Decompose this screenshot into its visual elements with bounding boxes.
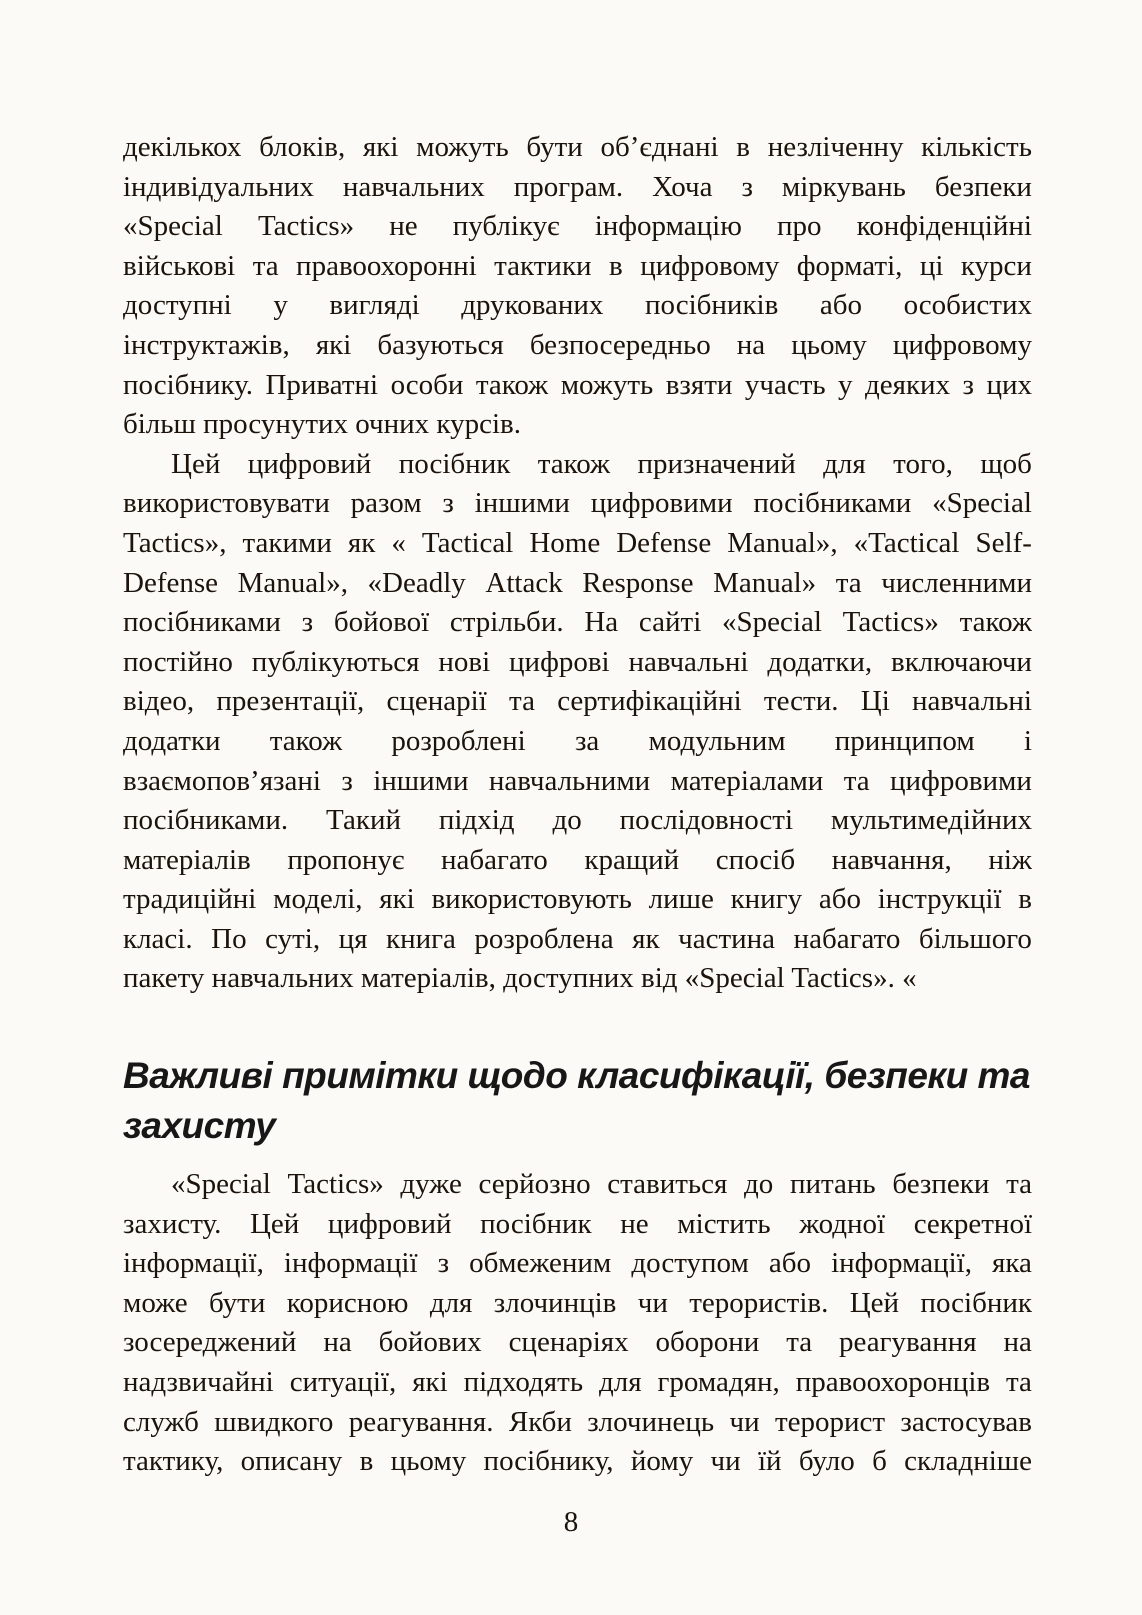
text-word: для (823, 447, 866, 480)
text-word: деяких (865, 368, 951, 401)
text-word: сценарії (386, 685, 487, 718)
text-word: міркувань (781, 170, 906, 203)
page-number: 8 (563, 1506, 579, 1538)
text-word: навчальні (912, 685, 1032, 718)
heading-line: захисту (123, 1105, 276, 1147)
text-word: містить (677, 1207, 771, 1240)
text-word: цифровий (247, 447, 372, 480)
text-word: не (389, 210, 418, 243)
text-word: до (552, 804, 582, 837)
text-word: та (509, 685, 535, 718)
text-line (123, 1442, 1032, 1482)
section-heading (123, 1051, 1032, 1151)
text-word: інформації (283, 1247, 418, 1280)
text-word: посібників (644, 289, 779, 322)
text-word: На (584, 606, 619, 639)
text-line: пакету навчальних матеріалів, доступних від «Special Tactics». « (123, 962, 917, 995)
text-line (123, 920, 1032, 960)
text-word: презентації, (216, 685, 365, 718)
text-word: як (347, 526, 376, 559)
text-word: яка (992, 1247, 1032, 1280)
text-word: у (838, 368, 853, 401)
text-line (123, 366, 1032, 406)
text-word: взаємопов’язані (123, 764, 321, 797)
text-line (123, 524, 1032, 564)
text-word: посібнику, (483, 1445, 614, 1478)
text-word: об’єднані (600, 131, 719, 163)
text-word: терорист (774, 1405, 886, 1438)
text-word: та (252, 249, 279, 282)
text-word: також (537, 447, 611, 480)
text-word: інформацію (594, 210, 742, 243)
text-word: також (475, 368, 549, 401)
text-line (123, 128, 1032, 168)
text-word: Attack (485, 566, 563, 599)
text-word: терористів. (689, 1286, 829, 1319)
text-word: цьому (791, 328, 867, 361)
text-word: цифровий (327, 1207, 452, 1240)
text-line (123, 564, 1032, 604)
text-word: інструктажів, (123, 328, 290, 361)
text-word: з (962, 368, 974, 401)
text-word: блоків, (259, 131, 346, 163)
text-word: матеріалів (123, 843, 251, 876)
text-word: застосував (900, 1405, 1032, 1438)
text-word: сценаріях (508, 1326, 629, 1359)
text-word: розроблені (391, 724, 526, 757)
text-word: у (273, 289, 288, 322)
text-word: або (768, 1247, 812, 1280)
text-word: Manual» (713, 566, 817, 599)
text-word: цифровому (640, 249, 780, 282)
text-word: цифровому (892, 328, 1032, 361)
text-word: такими (242, 526, 332, 559)
text-word: «Special (722, 606, 822, 639)
paragraph (123, 445, 1032, 999)
text-word: Приватні (265, 368, 379, 401)
text-word: Цей (849, 1286, 900, 1319)
text-word: принципом (834, 724, 975, 757)
text-word: «Special (171, 1168, 271, 1201)
text-word: мультимедійних (830, 804, 1032, 837)
text-word: Defense (123, 566, 219, 599)
text-word: Цей (171, 447, 221, 480)
text-word: частина (678, 922, 776, 955)
text-word: доступні (123, 289, 232, 322)
text-word: Home (529, 526, 601, 559)
text-word: реагування (839, 1326, 977, 1359)
text-word: або (819, 289, 862, 322)
text-word: правоохоронні (296, 249, 477, 282)
text-word: та (843, 764, 870, 797)
text-word: доступом (631, 1247, 749, 1280)
text-word: за (574, 724, 600, 757)
text-word: серйозно (478, 1168, 591, 1201)
text-word: секретної (913, 1207, 1032, 1240)
text-word: та (1006, 1168, 1032, 1201)
text-word: для (599, 1366, 642, 1399)
text-line (123, 1165, 1032, 1205)
text-line (123, 880, 1032, 920)
text-line (123, 207, 1032, 247)
text-word: ці (919, 249, 944, 282)
text-line (123, 1323, 1032, 1363)
text-word: Defense (616, 526, 712, 559)
text-word: на (323, 1326, 352, 1359)
text-word: послідовності (619, 804, 794, 837)
text-word: посібник (398, 447, 511, 480)
text-word: в (359, 1445, 374, 1478)
text-line (123, 168, 1032, 208)
text-word: питань (789, 1168, 876, 1201)
text-line (123, 247, 1032, 287)
text-word: і (1023, 724, 1032, 757)
text-line: більш просунутих очних курсів. (123, 408, 521, 441)
text-word: ніж (988, 843, 1032, 876)
text-word: використовувати (123, 487, 330, 520)
text-word: включаючи (891, 645, 1032, 678)
text-word: використовують (431, 883, 632, 916)
text-word: матеріалами (670, 764, 824, 797)
text-word: б (872, 1445, 887, 1478)
text-word: бути (209, 1286, 266, 1319)
text-word: цих (986, 368, 1032, 401)
text-word: про (776, 210, 822, 243)
text-line (123, 801, 1032, 841)
text-word: Хоча (652, 170, 713, 203)
text-word: ставиться (607, 1168, 728, 1201)
text-word: сертифікаційні (557, 685, 742, 718)
text-word: публікуються (251, 645, 420, 678)
text-word: реагування. (348, 1405, 494, 1438)
text-line (123, 286, 1032, 326)
text-word: набагато (793, 922, 901, 955)
text-word: численними (881, 566, 1032, 599)
text-line (123, 484, 1032, 524)
text-line (123, 1244, 1032, 1284)
text-word: «Deadly (367, 566, 466, 599)
text-word: Tactics» (287, 1168, 384, 1201)
text-word: спосіб (715, 843, 796, 876)
text-word: посібник (480, 1207, 592, 1240)
text-word: модульним (648, 724, 786, 757)
text-word: Tactical (421, 526, 514, 559)
text-word: посібниками (123, 606, 281, 639)
text-word: публікує (452, 210, 560, 243)
text-word: Якби (508, 1405, 572, 1438)
text-line (123, 1205, 1032, 1245)
text-word: особистих (903, 289, 1032, 322)
text-word: зосереджений (123, 1326, 297, 1359)
text-word: Цей (249, 1207, 300, 1240)
text-word: бути (526, 131, 583, 163)
text-word: з (442, 487, 454, 520)
text-word: посібнику. (123, 368, 253, 401)
text-word: в (736, 131, 750, 163)
text-word: додатки (123, 724, 221, 757)
heading-line: Важливі примітки щодо класифікації, безпеки та (123, 1055, 1031, 1097)
text-word: як (632, 922, 660, 955)
text-word: тести. (763, 685, 839, 718)
text-word: обмеженим (469, 1247, 612, 1280)
text-word: відео, (123, 685, 195, 718)
text-word: набагато (440, 843, 548, 876)
text-word: навчання, (831, 843, 952, 876)
text-word: які (412, 1366, 448, 1399)
text-word: призначений (637, 447, 796, 480)
text-word: та (786, 1326, 813, 1359)
text-word: в (609, 249, 623, 282)
text-word: По (211, 922, 247, 955)
text-word: щоб (980, 447, 1032, 480)
text-word: друкованих (461, 289, 604, 322)
text-word: посібник (920, 1286, 1032, 1319)
text-word: підходять (463, 1366, 584, 1399)
text-word: Такий (326, 804, 401, 837)
text-word: з (741, 170, 753, 203)
text-word: швидкого (214, 1405, 334, 1438)
text-word: інструкції (877, 883, 1002, 916)
text-word: іншими (474, 487, 570, 520)
text-word: підхід (438, 804, 515, 837)
text-word: Self- (975, 526, 1032, 559)
text-word: Ці (860, 685, 890, 718)
text-word: постійно (123, 645, 233, 678)
text-word: ця (338, 922, 368, 955)
text-word: інформації, (831, 1247, 972, 1280)
text-word: класі. (123, 922, 193, 955)
text-line (123, 682, 1032, 722)
text-word: з (341, 764, 353, 797)
text-word: вигляді (329, 289, 420, 322)
text-word: Manual», (727, 526, 838, 559)
text-word: незліченну (767, 131, 904, 163)
text-word: також (269, 724, 343, 757)
text-word: форматі, (796, 249, 903, 282)
text-word: тактику, (123, 1445, 224, 1478)
text-word: стрільби. (449, 606, 564, 639)
text-word: суті, (265, 922, 321, 955)
text-word: корисною (286, 1286, 409, 1319)
text-word: розроблена (474, 922, 614, 955)
text-word: навчальні (628, 645, 749, 678)
text-word: безпосередньо (529, 328, 711, 361)
text-word: традиційні (123, 883, 257, 916)
text-word: їй (757, 1445, 782, 1478)
text-word: бойової (333, 606, 430, 639)
text-line (123, 445, 1032, 485)
text-word: на (736, 328, 766, 361)
text-line (123, 326, 1032, 366)
text-word: надзвичайні (123, 1366, 274, 1399)
text-word: або (818, 883, 861, 916)
paragraph (123, 1165, 1032, 1482)
text-word: програм. (513, 170, 624, 203)
text-word: Tactics» (842, 606, 939, 639)
text-word: можуть (560, 368, 654, 401)
text-word: іншими (373, 764, 469, 797)
text-word: цьому (390, 1445, 467, 1478)
text-word: також (959, 606, 1032, 639)
text-word: Manual», (237, 566, 348, 599)
text-word: посібниками (753, 487, 912, 520)
text-word: кращий (584, 843, 680, 876)
text-word: які (362, 131, 399, 163)
text-line (123, 1284, 1032, 1324)
text-word: жодної (799, 1207, 886, 1240)
text-word: цифровими (890, 764, 1032, 797)
text-word: сайті (638, 606, 702, 639)
text-line (123, 762, 1032, 802)
text-word: не (620, 1207, 649, 1240)
text-word: в (1018, 883, 1032, 916)
text-word: які (379, 883, 415, 916)
text-line (123, 643, 1032, 683)
text-word: злочинців (493, 1286, 617, 1319)
text-word: можуть (416, 131, 509, 163)
text-word: чи (729, 1405, 760, 1438)
text-word: книгу (730, 883, 803, 916)
text-word: Response (582, 566, 694, 599)
text-word: Tactics» (257, 210, 355, 243)
text-word: взяти (665, 368, 733, 401)
text-word: моделі, (273, 883, 363, 916)
text-word: того, (893, 447, 953, 480)
text-word: навчальних (342, 170, 485, 203)
text-word: тактики (494, 249, 592, 282)
text-word: та (835, 566, 862, 599)
text-word: додатки, (767, 645, 873, 678)
text-word: дуже (400, 1168, 462, 1201)
text-word: навчальними (488, 764, 651, 797)
text-word: чи (710, 1445, 741, 1478)
text-word: з (437, 1247, 450, 1280)
text-word: захисту. (123, 1207, 222, 1240)
text-word: до (744, 1168, 774, 1201)
text-word: «Tactical (853, 526, 960, 559)
text-line (123, 603, 1032, 643)
text-word: описану (240, 1445, 343, 1478)
text-word: інформації, (123, 1247, 264, 1280)
text-word: громадян, (657, 1366, 780, 1399)
text-word: декількох (123, 131, 242, 163)
text-word: може (123, 1286, 188, 1319)
paragraph (123, 128, 1032, 445)
text-word: участь (744, 368, 826, 401)
text-word: злочинець (587, 1405, 715, 1438)
text-word: пропонує (287, 843, 405, 876)
text-word: « (391, 526, 406, 559)
text-word: військові (123, 249, 236, 282)
text-line (123, 1403, 1032, 1443)
text-word: посібниками. (123, 804, 289, 837)
text-block (123, 128, 1032, 1482)
text-word: ситуації, (289, 1366, 397, 1399)
text-line (123, 722, 1032, 762)
text-word: базуються (377, 328, 504, 361)
text-word: служб (123, 1405, 199, 1438)
text-word: «Special (932, 487, 1032, 520)
text-word: безпеки (934, 170, 1032, 203)
text-word: конфіденційні (856, 210, 1032, 243)
text-word: на (1003, 1326, 1032, 1359)
text-word: нові (438, 645, 491, 678)
text-word: особи (390, 368, 464, 401)
text-word: кількість (921, 131, 1032, 163)
text-word: курси (960, 249, 1032, 282)
text-word: цифровими (590, 487, 733, 520)
text-word: з (301, 606, 314, 639)
text-word: разом (350, 487, 422, 520)
text-word: більшого (918, 922, 1032, 955)
text-word: складніше (904, 1445, 1032, 1478)
text-word: безпеки (892, 1168, 990, 1201)
text-line (123, 841, 1032, 881)
text-word: чи (637, 1286, 668, 1319)
text-word: було (798, 1445, 855, 1478)
text-word: Tactics», (123, 526, 227, 559)
text-word: правоохоронців (795, 1366, 991, 1399)
text-word: та (1006, 1366, 1032, 1399)
text-word: для (429, 1286, 473, 1319)
text-word: йому (630, 1445, 694, 1478)
text-word: «Special (123, 210, 223, 243)
text-word: оборони (655, 1326, 760, 1359)
text-word: книга (385, 922, 456, 955)
text-word: лише (648, 883, 714, 916)
text-line (123, 1363, 1032, 1403)
text-word: які (315, 328, 352, 361)
text-word: цифрові (509, 645, 610, 678)
text-word: індивідуальних (123, 170, 314, 203)
text-word: бойових (378, 1326, 482, 1359)
